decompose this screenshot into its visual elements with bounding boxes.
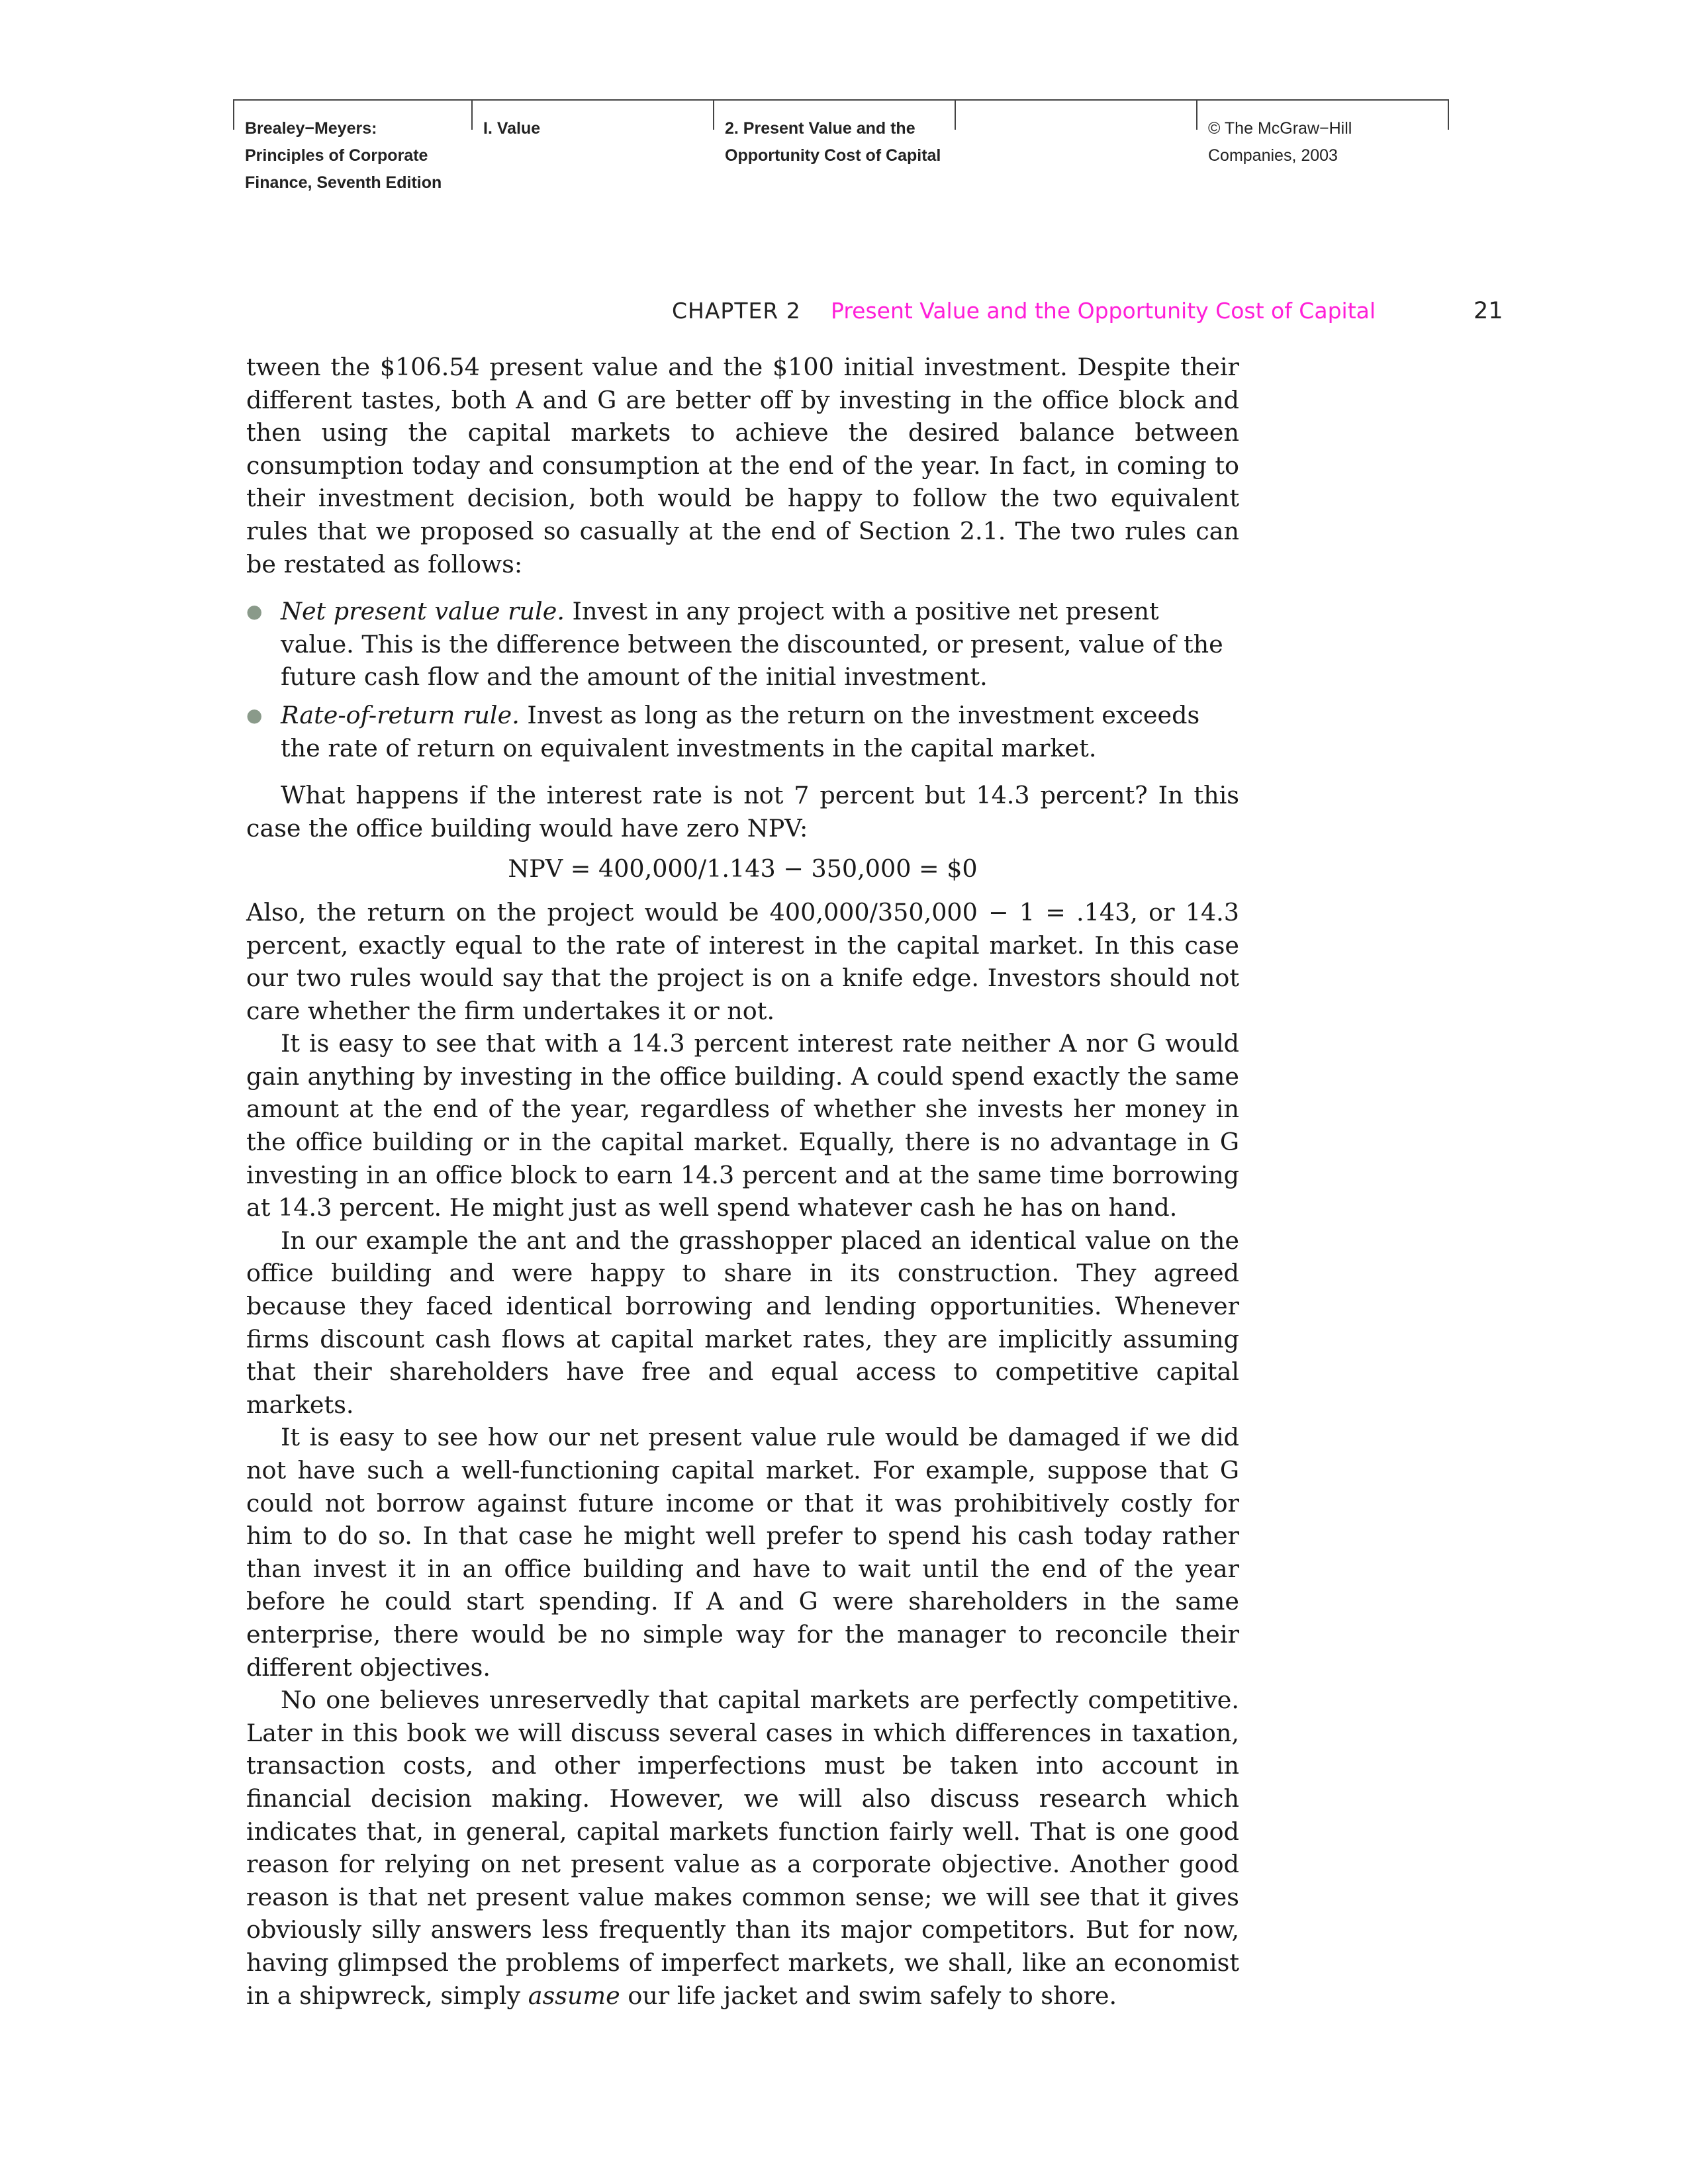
rule-name: Rate-of-return rule. [281,700,520,729]
bullet-icon: ● [246,704,263,726]
body-text [246,351,1239,2012]
header-cell-publisher [1196,99,1448,199]
header-cell-chapter [713,99,955,199]
list-item [246,699,1239,764]
paragraph: It is easy to see how our net present value rule would be damaged if we did not have such a well-functioning capital market. For example, suppose that G could not borrow against future income or that it was prohibitively costly for him to do so. In that case he might well prefer to spend his cash today rather than invest it in an office building and have to wait until the end of the year before he could start spending. If A and G were shareholders in the same enterprise, there would be no simple way for the manager to reconcile their different objectives. [246,1423,1239,1682]
header-book: Brealey−Meyers: Principles of Corporate Finance, Seventh Edition [245,119,442,192]
paragraph: In our example the ant and the grasshopper placed an identical value on the office building and were happy to share in its construction. They agreed because they faced identical borrowing and lending opportunities. Whenever firms discount cash flows at capital market rates, they are implicitly assuming that their shareholders have free and equal access to competitive capital markets. [246,1226,1239,1419]
emphasis: assume [528,1981,620,2010]
bullet-icon: ● [246,600,263,623]
paragraph: It is easy to see that with a 14.3 percent interest rate neither A nor G would gain anything by investing in the office building. A could spend exactly the same amount at the end of the year, regardless of whether she invests her money in the office building or in the capital market. Equally, there is no advantage in G investing in an office block to earn 14.3 percent and at the same time borrowing at 14.3 percent. He might just as well spend whatever cash he has on hand. [246,1029,1239,1222]
header-cell-empty [955,99,1196,199]
page-number: 21 [1474,298,1503,324]
book-metadata-header [233,99,1448,199]
list-item [246,595,1239,694]
paragraph-text: our life jacket and swim safely to shore. [628,1981,1117,2010]
paragraph [246,1684,1239,2012]
header-cell-part [471,99,713,199]
running-head [0,298,1688,331]
chapter-label: CHAPTER 2 [672,298,801,324]
header-part: I. Value [483,119,541,138]
header-chapter: 2. Present Value and the Opportunity Cost of Capital [725,119,941,165]
chapter-title: Present Value and the Opportunity Cost of Capital [831,298,1376,324]
rule-text: Invest as long as the return on the investment exceeds the rate of return on equivalent investments in the capital market. [281,700,1200,762]
header-publisher: © The McGraw−Hill Companies, 2003 [1208,119,1352,165]
equation: NPV = 400,000/1.143 − 350,000 = $0 [508,854,978,884]
rule-text: Invest in any project with a positive net present value. This is the difference between the discounted, or present, value of the future cash flow and the amount of the initial investment. [281,597,1223,692]
rule-name: Net present value rule. [281,597,565,626]
rules-list [246,595,1239,764]
paragraph: tween the $106.54 present value and the $100 initial investment. Despite their different tastes, both A and G are better off by investing in the office block and then using the capital markets to achieve the desired balance between consumption today and consumption at the end of the year. In fact, in coming to their investment decision, both would be happy to follow the two equivalent rules that we proposed so casually at the end of Section 2.1. The two rules can be restated as follows: [246,353,1239,578]
paragraph: What happens if the interest rate is not 7 percent but 14.3 percent? In this case the office building would have zero NPV: [246,781,1239,842]
header-cell-book [233,99,471,199]
paragraph: Also, the return on the project would be 400,000/350,000 − 1 = .143, or 14.3 percent, exactly equal to the rate of interest in the capital market. In this case our two rules would say that the project is on a knife edge. Investors should not care whether the firm undertakes it or not. [246,897,1239,1025]
paragraph-text: No one believes unreservedly that capital markets are perfectly competitive. Later in this book we will discuss several cases in which differences in taxation, transaction costs, and other imperfections must be taken into account in financial decision making. However, we will also discuss research which indicates that, in general, capital markets function fairly well. That is one good reason for relying on net present value as a corporate objective. Another good reason is that net present value makes common sense; we will see that it gives obviously silly answers less frequently than its major competitors. But for now, having glimpsed the problems of imperfect markets, we shall, like an economist in a shipwreck, simply [246,1686,1239,2010]
